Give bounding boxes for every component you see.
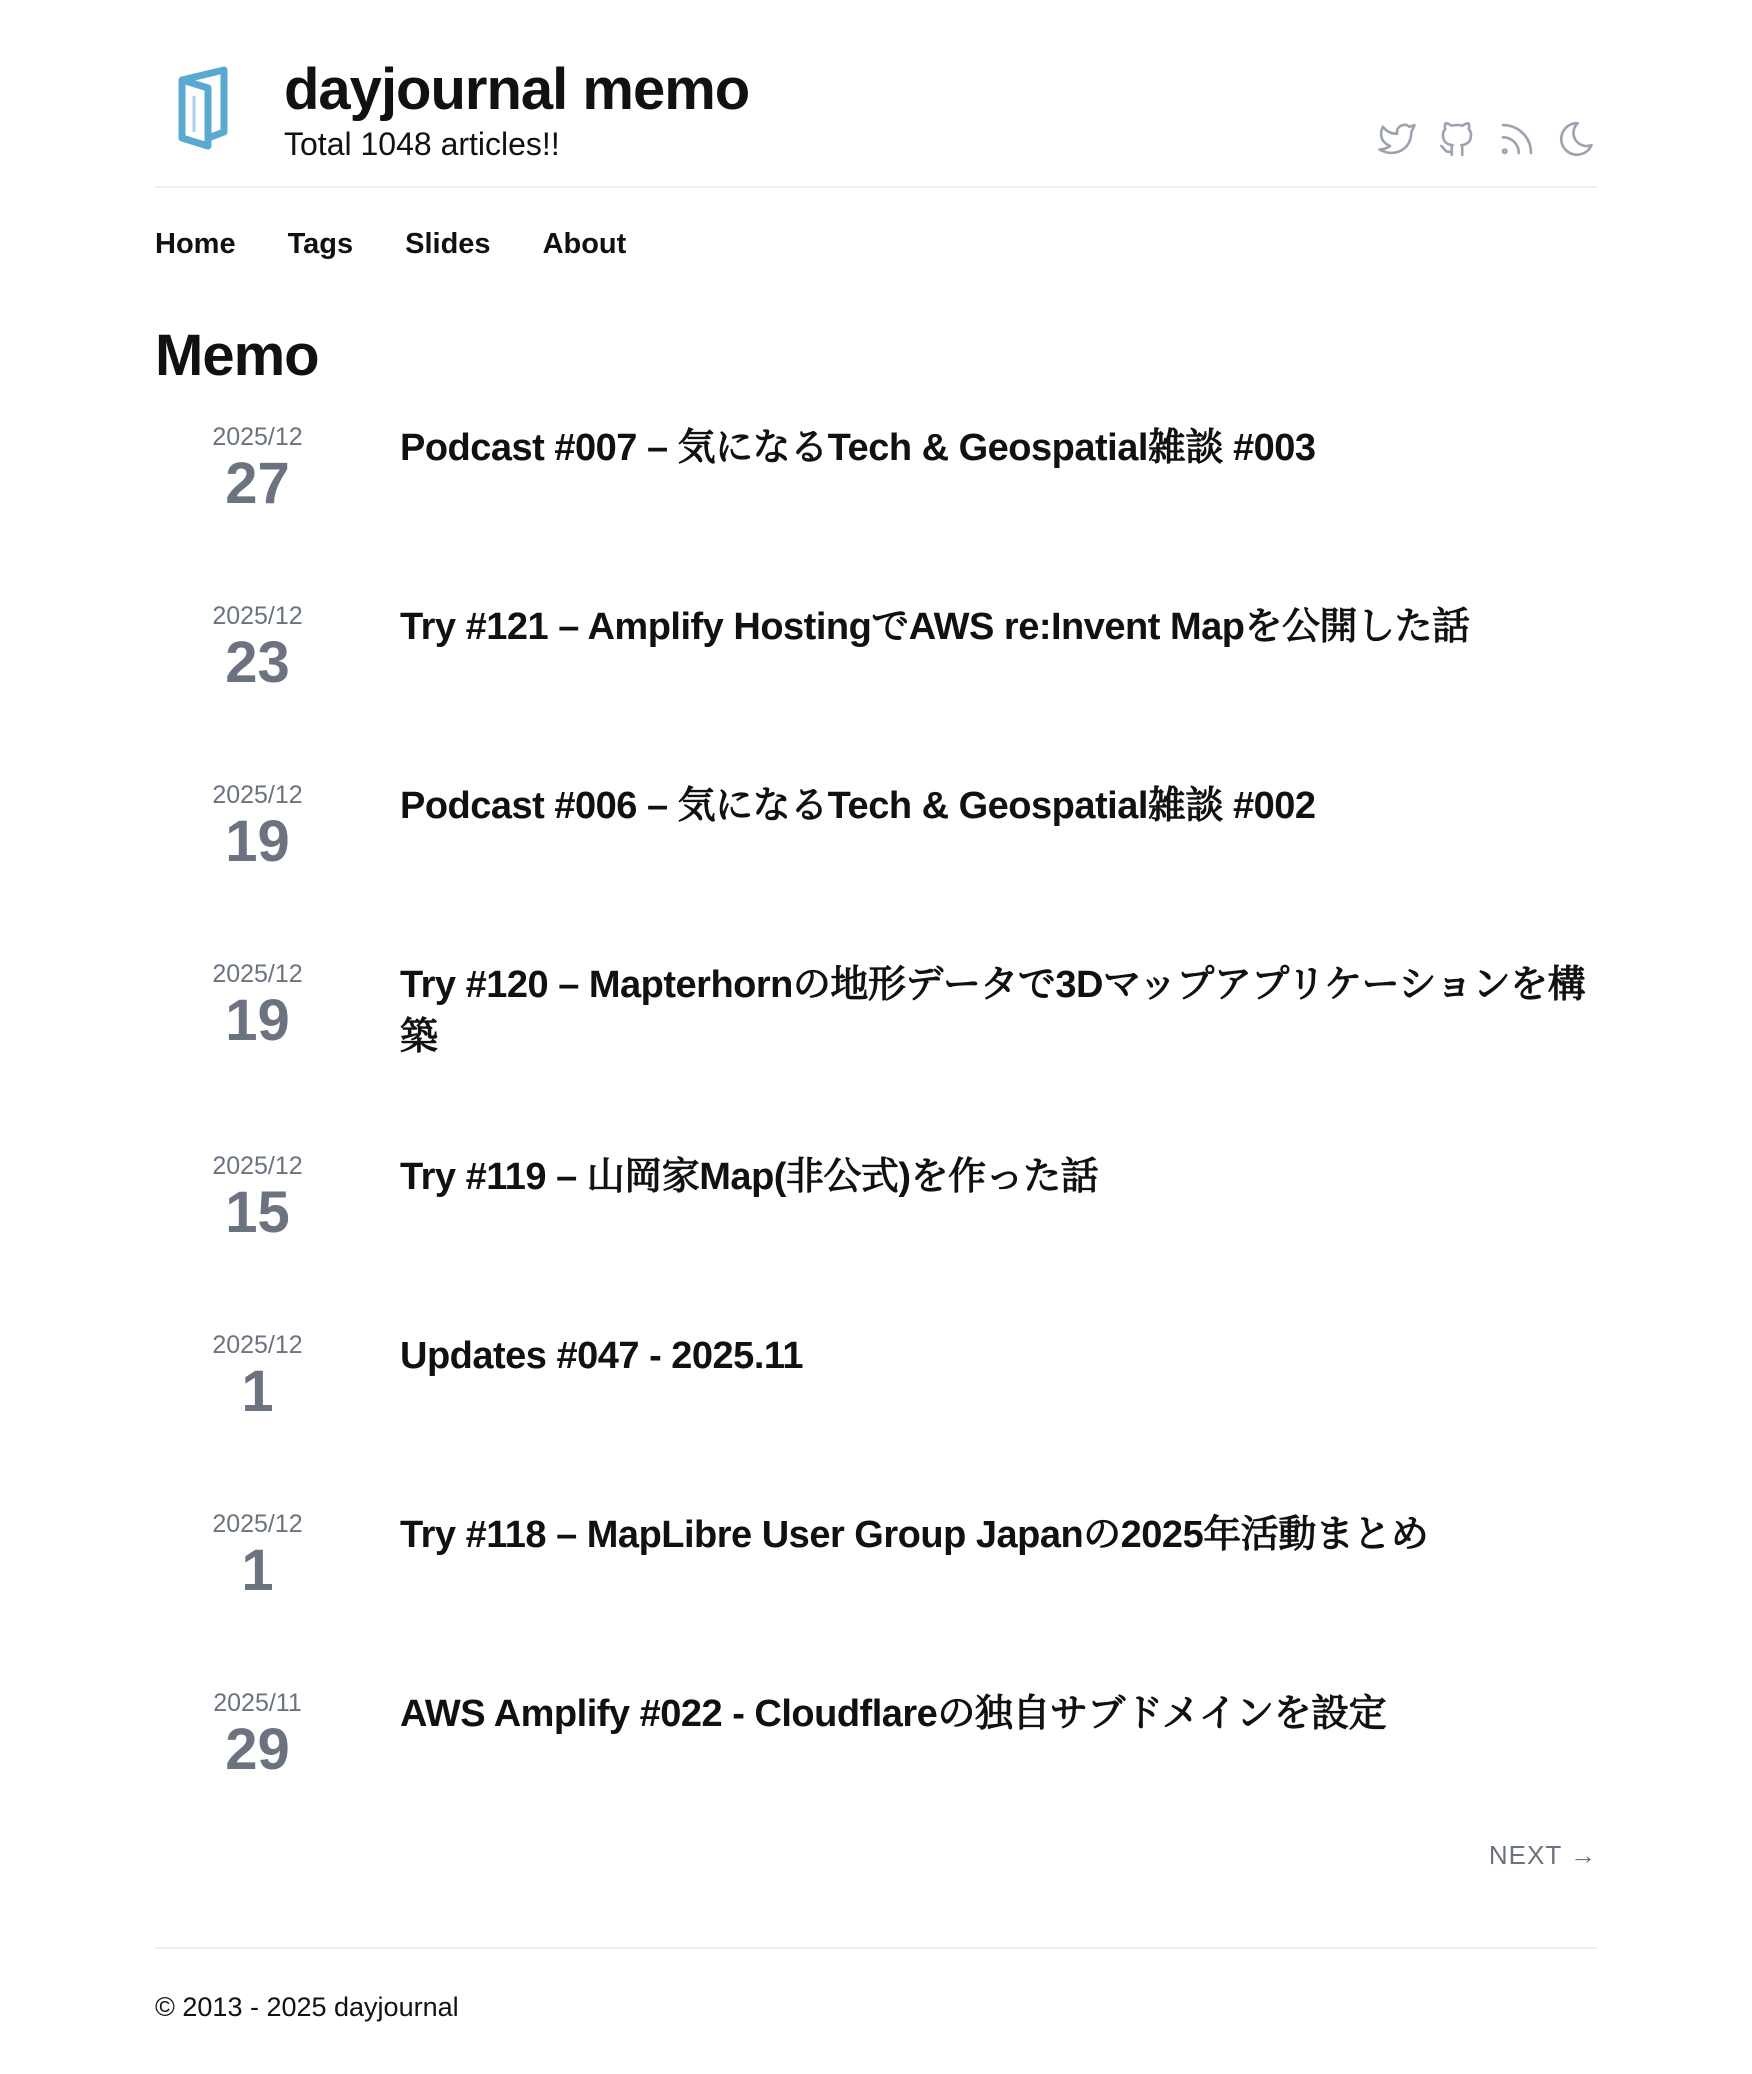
moon-icon[interactable] (1556, 118, 1598, 160)
post-date (155, 1330, 360, 1424)
post-year-month: 2025/12 (212, 1152, 303, 1180)
post-day: 23 (225, 630, 290, 695)
nav-item-tags[interactable]: Tags (287, 228, 354, 260)
post-day: 1 (241, 1538, 274, 1603)
header-divider (155, 186, 1597, 188)
post-date (155, 1151, 360, 1245)
post-date (155, 959, 360, 1053)
post-date (155, 422, 360, 516)
post-year-month: 2025/12 (212, 1510, 303, 1538)
post-year-month: 2025/12 (212, 781, 303, 809)
next-page-link[interactable]: NEXT → (1488, 1840, 1597, 1870)
twitter-icon[interactable] (1376, 118, 1418, 160)
post-year-month: 2025/12 (212, 960, 303, 988)
post-day: 19 (225, 809, 290, 874)
site-title[interactable]: dayjournal memo (284, 57, 750, 122)
post-title-link[interactable]: Try #118 – MapLibre User Group Japanの2025年活動まとめ (400, 1514, 1429, 1556)
post-date (155, 601, 360, 695)
post-title-link[interactable]: AWS Amplify #022 - Cloudflareの独自サブドメインを設定 (400, 1693, 1387, 1735)
post-date (155, 1509, 360, 1603)
post-day: 15 (225, 1180, 290, 1245)
nav-item-slides[interactable]: Slides (405, 228, 491, 260)
social-links (1376, 118, 1598, 162)
nav-item-about[interactable]: About (542, 228, 627, 260)
post-year-month: 2025/12 (212, 1331, 303, 1359)
post-day: 19 (225, 988, 290, 1053)
post-title-link[interactable]: Try #119 – 山岡家Map(非公式)を作った話 (400, 1156, 1099, 1198)
post-day: 29 (225, 1717, 290, 1782)
post-title-link[interactable]: Podcast #007 – 気になるTech & Geospatial雑談 #003 (400, 427, 1316, 469)
post-title-link[interactable]: Try #121 – Amplify HostingでAWS re:Invent Mapを公開した話 (400, 606, 1470, 648)
main-nav (155, 226, 626, 262)
site-subtitle: Total 1048 articles!! (284, 126, 560, 162)
rss-icon[interactable] (1496, 118, 1538, 160)
post-title-link[interactable]: Updates #047 - 2025.11 (400, 1335, 804, 1377)
post-year-month: 2025/11 (213, 1689, 302, 1717)
github-icon[interactable] (1436, 118, 1478, 160)
post-day: 27 (225, 451, 290, 516)
post-title-link[interactable]: Podcast #006 – 気になるTech & Geospatial雑談 #002 (400, 785, 1316, 827)
nav-item-home[interactable]: Home (155, 228, 236, 260)
post-date (155, 780, 360, 874)
footer-copyright: © 2013 - 2025 dayjournal (155, 1992, 459, 2022)
page-title: Memo (155, 323, 319, 388)
post-day: 1 (241, 1359, 274, 1424)
post-date (155, 1688, 360, 1782)
post-year-month: 2025/12 (212, 602, 303, 630)
footer-divider (155, 1947, 1597, 1949)
post-title-link[interactable]: Try #120 – Mapterhornの地形データで3Dマップアプリケーションを構築 (400, 964, 1586, 1058)
post-year-month: 2025/12 (212, 423, 303, 451)
logo-icon[interactable] (176, 66, 236, 150)
